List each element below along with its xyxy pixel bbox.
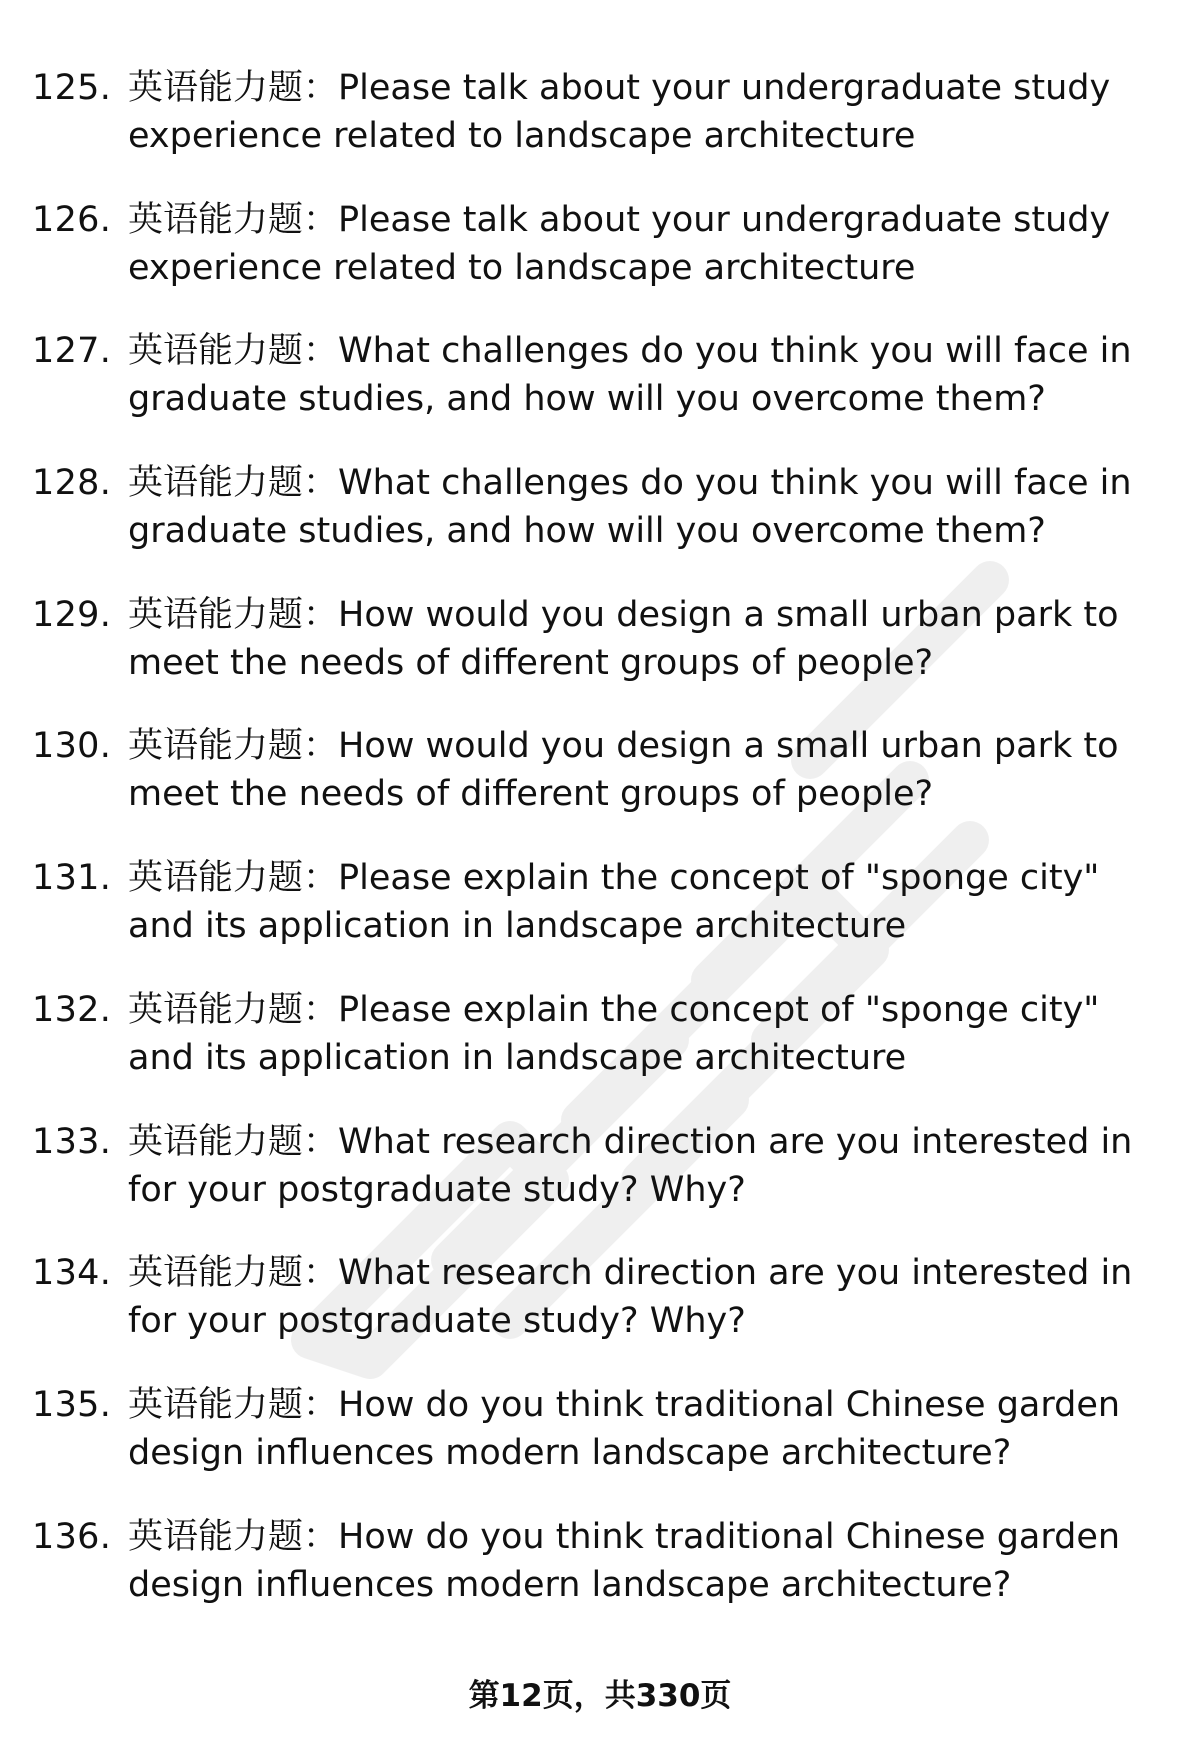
question-text: What research direction are you interested in for your postgraduate study? Why?: [128, 1121, 1133, 1210]
question-number: 133.: [32, 1121, 112, 1162]
question-category: 英语能力题：: [128, 989, 339, 1030]
question-body: [128, 196, 1138, 292]
question-category: 英语能力题：: [128, 199, 339, 240]
question-body: [128, 1249, 1138, 1345]
question-number: 132.: [32, 989, 112, 1030]
question-item: [0, 579, 1200, 711]
question-category: 英语能力题：: [128, 1121, 339, 1162]
question-body: [128, 459, 1138, 555]
question-category: 英语能力题：: [128, 594, 339, 635]
question-item: [0, 184, 1200, 316]
question-number: 135.: [32, 1384, 112, 1425]
question-body: [128, 722, 1138, 818]
question-body: [128, 327, 1138, 423]
question-body: [128, 1513, 1138, 1609]
question-text: How would you design a small urban park to meet the needs of different groups of people?: [128, 726, 1119, 815]
question-category: 英语能力题：: [128, 1253, 339, 1294]
question-text: How do you think traditional Chinese garden design influences modern landscape architecture?: [128, 1516, 1121, 1605]
question-text: Please explain the concept of "sponge city" and its application in landscape architecture: [128, 858, 1100, 947]
page-footer: 第12页，共330页: [468, 1678, 732, 1714]
question-text: How would you design a small urban park to meet the needs of different groups of people?: [128, 594, 1119, 683]
question-category: 英语能力题：: [128, 68, 339, 108]
question-text: Please talk about your undergraduate study experience related to landscape architecture: [128, 68, 1111, 156]
question-body: [128, 854, 1138, 950]
question-text: What challenges do you think you will face in graduate studies, and how will you overcome them?: [128, 331, 1132, 420]
question-number: 127.: [32, 331, 112, 372]
question-text: What research direction are you interested in for your postgraduate study? Why?: [128, 1253, 1133, 1342]
question-category: 英语能力题：: [128, 463, 339, 504]
question-body: [128, 1381, 1138, 1477]
question-item: [0, 974, 1200, 1106]
question-category: 英语能力题：: [128, 1384, 339, 1425]
question-number: 136.: [32, 1516, 112, 1557]
question-number: 125.: [32, 68, 112, 108]
question-number: 131.: [32, 858, 112, 899]
question-item: [0, 315, 1200, 447]
question-item: [0, 1369, 1200, 1501]
question-number: 129.: [32, 594, 112, 635]
question-item: [0, 1501, 1200, 1633]
question-text: Please talk about your undergraduate study experience related to landscape architecture: [128, 199, 1111, 288]
question-text: Please explain the concept of "sponge city" and its application in landscape architecture: [128, 989, 1100, 1078]
question-item: [0, 842, 1200, 974]
question-number: 128.: [32, 463, 112, 504]
question-text: What challenges do you think you will face in graduate studies, and how will you overcome them?: [128, 463, 1132, 552]
question-category: 英语能力题：: [128, 858, 339, 899]
question-body: [128, 64, 1138, 160]
question-item: [0, 710, 1200, 842]
question-category: 英语能力题：: [128, 726, 339, 767]
question-item: [0, 1106, 1200, 1238]
question-body: [128, 986, 1138, 1082]
question-item: [0, 1237, 1200, 1369]
question-body: [128, 591, 1138, 687]
question-item: [0, 52, 1200, 184]
question-text: How do you think traditional Chinese garden design influences modern landscape architecture?: [128, 1384, 1121, 1473]
question-body: [128, 1118, 1138, 1214]
question-number: 130.: [32, 726, 112, 767]
question-number: 134.: [32, 1253, 112, 1294]
question-item: [0, 447, 1200, 579]
question-category: 英语能力题：: [128, 1516, 339, 1557]
question-number: 126.: [32, 199, 112, 240]
question-category: 英语能力题：: [128, 331, 339, 372]
question-list: [0, 52, 1200, 1632]
